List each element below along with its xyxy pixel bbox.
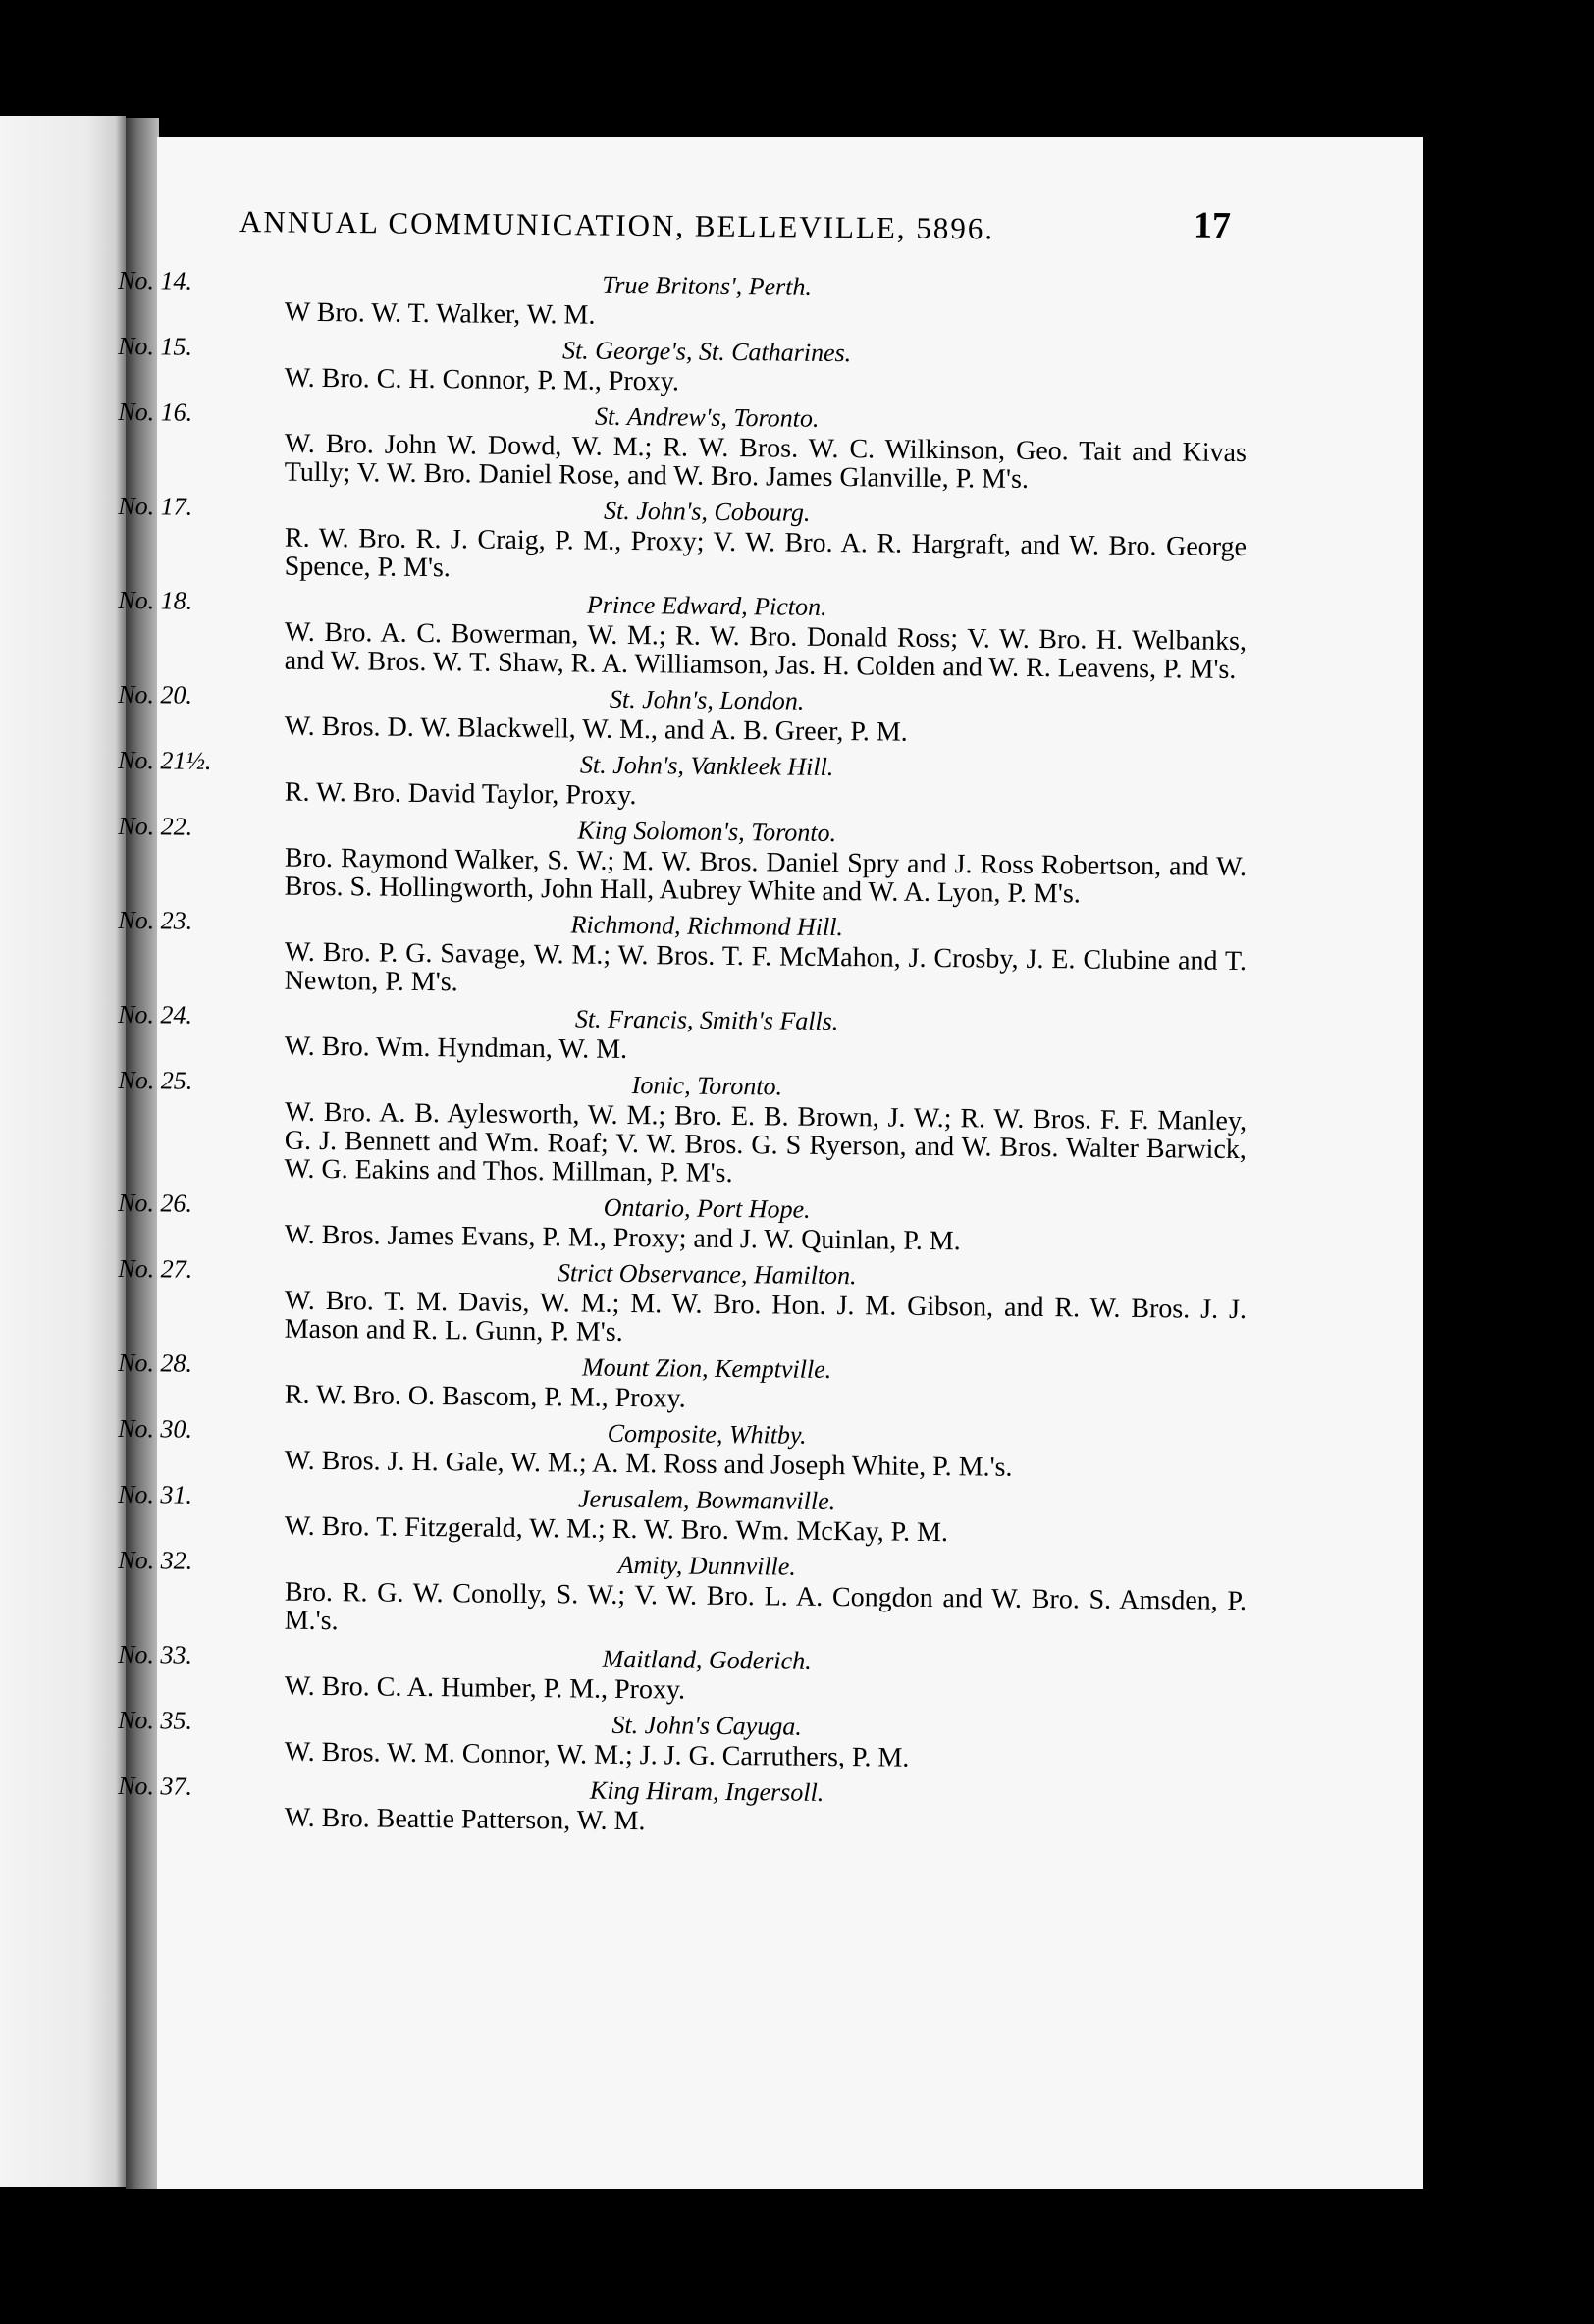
lodge-name: Amity, Dunnville. bbox=[617, 1550, 797, 1581]
lodge-representatives: W. Bros. James Evans, P. M., Proxy; and J. W. Quinlan, P. M. bbox=[284, 1219, 961, 1257]
lodge-representatives: W. Bro. Wm. Hyndman, W. M. bbox=[284, 1030, 628, 1065]
lodge-number: No. 32. bbox=[118, 1546, 193, 1575]
lodge-list bbox=[118, 265, 1247, 1836]
lodge-representatives: W. Bro. C. A. Humber, P. M., Proxy. bbox=[284, 1670, 686, 1706]
lodge-number: No. 31. bbox=[118, 1480, 193, 1509]
lodge-representatives: W Bro. W. T. Walker, W. M. bbox=[284, 296, 596, 331]
lodge-representatives: R. W. Bro. David Taylor, Proxy. bbox=[284, 776, 637, 812]
lodge-entry bbox=[118, 811, 1248, 916]
lodge-representatives: W. Bro. Beattie Patterson, W. M. bbox=[284, 1802, 646, 1837]
lodge-name: True Britons', Perth. bbox=[602, 270, 813, 301]
lodge-name: Jerusalem, Bowmanville. bbox=[577, 1484, 836, 1516]
lodge-representatives: Bro. Raymond Walker, S. W.; M. W. Bros. Daniel Spry and J. Ross Robertson, and W. Bros. S. Hollingworth, John Hall, Aubrey White and W. A. Lyon, P. M's. bbox=[284, 842, 1248, 910]
lodge-entry bbox=[118, 1253, 1248, 1358]
lodge-entry bbox=[118, 745, 1248, 821]
lodge-representatives: W. Bro. John W. Dowd, W. M.; R. W. Bros. W. C. Wilkinson, Geo. Tait and Kivas Tully; V. W. Bro. Daniel Rose, and W. Bro. James Glanville, P. M's. bbox=[284, 428, 1248, 495]
lodge-number: No. 20. bbox=[118, 680, 193, 710]
lodge-entry bbox=[118, 1705, 1248, 1781]
lodge-name: King Solomon's, Toronto. bbox=[577, 816, 837, 848]
page-number: 17 bbox=[1193, 204, 1232, 246]
lodge-entry bbox=[118, 331, 1248, 407]
lodge-representatives: W. Bro. T. M. Davis, W. M.; M. W. Bro. Hon. J. M. Gibson, and R. W. Bros. J. J. Mason and R. L. Gunn, P. M's. bbox=[284, 1285, 1248, 1347]
lodge-representatives: R. W. Bro. R. J. Craig, P. M., Proxy; V. W. Bro. A. R. Hargraft, and W. Bro. George Spence, P. M's. bbox=[284, 522, 1248, 584]
lodge-name: Mount Zion, Kemptville. bbox=[581, 1352, 832, 1384]
lodge-representatives: W. Bros. W. M. Connor, W. M.; J. J. G. Carruthers, P. M. bbox=[284, 1736, 910, 1773]
lodge-entry bbox=[118, 679, 1248, 756]
running-head: ANNUAL COMMUNICATION, BELLEVILLE, 5896. bbox=[239, 204, 995, 246]
lodge-entry bbox=[118, 999, 1248, 1076]
lodge-name: Composite, Whitby. bbox=[607, 1418, 807, 1450]
lodge-name: St. John's, London. bbox=[609, 684, 805, 715]
lodge-entry bbox=[118, 1188, 1248, 1264]
lodge-name: St. Francis, Smith's Falls. bbox=[574, 1004, 839, 1036]
lodge-number: No. 26. bbox=[118, 1188, 193, 1218]
lodge-representatives: R. W. Bro. O. Bascom, P. M., Proxy. bbox=[284, 1379, 686, 1414]
lodge-name: Strict Observance, Hamilton. bbox=[557, 1258, 857, 1291]
lodge-number: No. 17. bbox=[118, 492, 193, 521]
lodge-representatives: W. Bro. T. Fitzgerald, W. M.; R. W. Bro. Wm. McKay, P. M. bbox=[284, 1510, 949, 1549]
lodge-representatives: W. Bro. C. H. Connor, P. M., Proxy. bbox=[284, 362, 680, 397]
facing-page-edge bbox=[0, 116, 126, 2187]
lodge-number: No. 37. bbox=[118, 1771, 193, 1801]
lodge-number: No. 22. bbox=[118, 812, 193, 841]
lodge-entry bbox=[118, 396, 1248, 502]
lodge-representatives: W. Bros. D. W. Blackwell, W. M., and A. B. Greer, P. M. bbox=[284, 711, 908, 748]
lodge-representatives: W. Bro. A. B. Aylesworth, W. M.; Bro. E. B. Brown, J. W.; R. W. Bros. F. F. Manley, G. J. Bennett and Wm. Roaf; V. W. Bros. G. S Ryerson, and W. Bros. Walter Barwick, W. G. Eakins and Thos. Millman, P. M's. bbox=[284, 1096, 1248, 1189]
lodge-name: St. George's, St. Catharines. bbox=[561, 336, 852, 368]
lodge-name: St. John's Cayuga. bbox=[611, 1710, 802, 1741]
lodge-entry bbox=[118, 1347, 1248, 1424]
lodge-number: No. 18. bbox=[118, 586, 193, 615]
lodge-entry bbox=[118, 491, 1248, 596]
lodge-number: No. 16. bbox=[118, 397, 193, 427]
lodge-representatives: W. Bro. P. G. Savage, W. M.; W. Bros. T. F. McMahon, J. Crosby, J. E. Clubine and T. Newton, P. M's. bbox=[284, 936, 1248, 998]
lodge-entry bbox=[117, 1065, 1247, 1198]
lodge-entry bbox=[118, 1545, 1248, 1650]
page-header bbox=[239, 196, 1231, 255]
lodge-representatives: Bro. R. G. W. Conolly, S. W.; V. W. Bro. L. A. Congdon and W. Bro. S. Amsden, P. M.'s. bbox=[284, 1576, 1248, 1637]
lodge-name: Maitland, Goderich. bbox=[602, 1644, 812, 1675]
lodge-number: No. 27. bbox=[118, 1254, 193, 1284]
lodge-entry bbox=[118, 1413, 1248, 1490]
lodge-name: St. Andrew's, Toronto. bbox=[594, 401, 820, 433]
lodge-name: King Hiram, Ingersoll. bbox=[589, 1775, 824, 1807]
lodge-representatives: W. Bro. A. C. Bowerman, W. M.; R. W. Bro. Donald Ross; V. W. Bro. H. Welbanks, and W. Bros. W. T. Shaw, R. A. Williamson, Jas. H. Colden and W. R. Leavens, P. M's. bbox=[284, 616, 1248, 685]
lodge-number: No. 23. bbox=[118, 906, 193, 935]
lodge-number: No. 28. bbox=[118, 1348, 193, 1378]
lodge-entry bbox=[118, 1770, 1248, 1847]
lodge-name: Prince Edward, Picton. bbox=[586, 590, 827, 621]
lodge-entry bbox=[118, 1639, 1248, 1716]
lodge-entry bbox=[118, 905, 1248, 1010]
lodge-entry bbox=[118, 585, 1248, 690]
lodge-name: Ionic, Toronto. bbox=[631, 1071, 783, 1101]
lodge-number: No. 14. bbox=[118, 266, 193, 295]
lodge-representatives: W. Bros. J. H. Gale, W. M.; A. M. Ross and Joseph White, P. M.'s. bbox=[284, 1445, 1013, 1483]
lodge-entry bbox=[118, 1479, 1248, 1556]
lodge-number: No. 24. bbox=[118, 1000, 193, 1030]
lodge-name: Richmond, Richmond Hill. bbox=[570, 910, 844, 942]
lodge-number: No. 33. bbox=[118, 1640, 193, 1669]
lodge-number: No. 35. bbox=[118, 1706, 193, 1735]
lodge-number: No. 25. bbox=[118, 1066, 193, 1095]
lodge-entry bbox=[118, 265, 1248, 342]
lodge-number: No. 30. bbox=[118, 1414, 193, 1444]
lodge-name: St. John's, Vankleek Hill. bbox=[579, 750, 834, 781]
lodge-number: No. 21½. bbox=[118, 746, 212, 775]
lodge-name: Ontario, Port Hope. bbox=[603, 1192, 811, 1224]
lodge-number: No. 15. bbox=[118, 332, 193, 361]
lodge-name: St. John's, Cobourg. bbox=[603, 496, 811, 527]
